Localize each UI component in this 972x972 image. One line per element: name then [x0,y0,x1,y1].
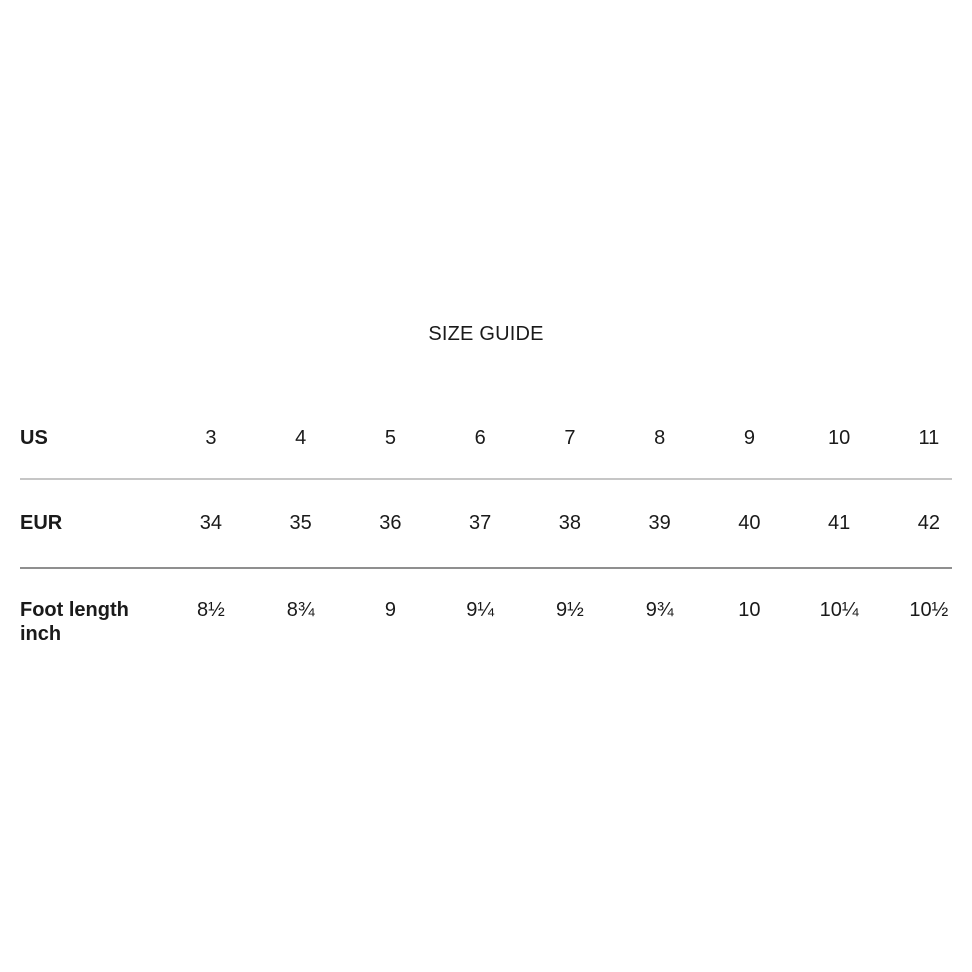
size-cell: 9 [743,427,755,449]
size-cell: 8½ [196,599,225,621]
size-cell: 36 [379,512,402,534]
size-cell: 8 [654,427,666,449]
table-row-eur [20,511,972,535]
row-label-line-1: Foot length [20,599,129,621]
table-row-us [20,426,972,450]
size-cell: 40 [738,512,761,534]
size-cell: 9¼ [466,599,495,621]
row-label-line-2: inch [20,623,62,645]
size-cell: 42 [917,512,940,534]
size-cell: 7 [564,427,576,449]
size-cell: 34 [199,512,222,534]
size-cell: 8¾ [286,599,315,621]
size-cell: 5 [384,427,396,449]
size-cell: 37 [469,512,492,534]
size-cell: 41 [828,512,851,534]
size-cell: 9 [384,599,396,621]
size-cell: 10 [738,599,761,621]
size-cell: 6 [474,427,486,449]
size-cell: 10¼ [819,599,859,621]
size-cell: 4 [295,427,307,449]
size-cell: 39 [648,512,671,534]
table-row-foot-length [20,598,972,646]
row-divider [20,478,952,480]
size-cell: 11 [918,427,940,449]
row-label [20,598,166,646]
size-cell: 9½ [555,599,584,621]
size-cell: 9¾ [645,599,674,621]
size-cell: 10 [828,427,851,449]
size-cell: 3 [205,427,217,449]
size-cell: 35 [289,512,312,534]
row-label: EUR [20,512,63,534]
size-cell: 10½ [909,599,949,621]
page-title: SIZE GUIDE [428,323,544,345]
size-cell: 38 [558,512,581,534]
row-divider [20,567,952,569]
row-label: US [20,427,48,449]
